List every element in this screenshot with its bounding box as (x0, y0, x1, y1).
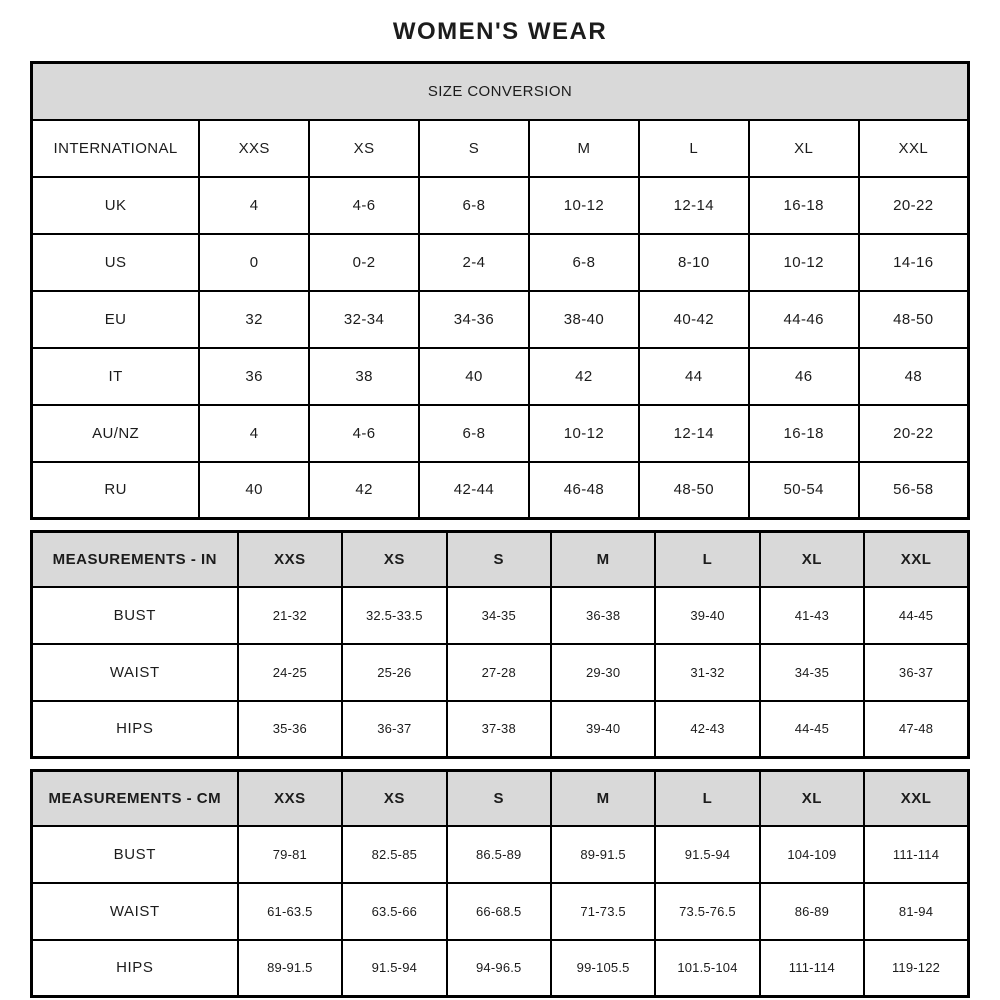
size-conversion-cell-5-4: 48-50 (639, 462, 749, 519)
size-conversion-column-header-7: XXL (859, 120, 969, 177)
size-conversion-cell-2-0: 32 (199, 291, 309, 348)
measurements-cm-cell-0-5: 104-109 (760, 826, 864, 883)
measurements-in-column-header-1: XXS (238, 532, 342, 587)
measurements-cm-cell-0-1: 82.5-85 (342, 826, 446, 883)
size-conversion-cell-4-0: 4 (199, 405, 309, 462)
measurements-in-cell-1-2: 27-28 (447, 644, 551, 701)
size-conversion-row-uk (32, 177, 969, 234)
size-conversion-cell-5-5: 50-54 (749, 462, 859, 519)
measurements-in-row-waist (32, 644, 969, 701)
size-conversion-row-label: AU/NZ (32, 405, 200, 462)
measurements-cm-cell-0-2: 86.5-89 (447, 826, 551, 883)
measurements-cm-cell-0-0: 79-81 (238, 826, 342, 883)
measurements-cm-cell-2-1: 91.5-94 (342, 940, 446, 997)
measurements-in-cell-0-5: 41-43 (760, 587, 864, 644)
measurements-cm-cell-1-3: 71-73.5 (551, 883, 655, 940)
measurements-in-cell-2-2: 37-38 (447, 701, 551, 758)
size-conversion-column-header-1: XXS (199, 120, 309, 177)
measurements-in-row-label: BUST (32, 587, 238, 644)
size-conversion-cell-0-5: 16-18 (749, 177, 859, 234)
size-conversion-header: SIZE CONVERSION (32, 63, 969, 120)
size-conversion-cell-5-0: 40 (199, 462, 309, 519)
size-conversion-cell-0-3: 10-12 (529, 177, 639, 234)
measurements-cm-cell-2-5: 111-114 (760, 940, 864, 997)
measurements-cm-column-header-7: XXL (864, 771, 968, 826)
measurements-cm-cell-1-0: 61-63.5 (238, 883, 342, 940)
measurements-in-header-row (32, 532, 969, 587)
size-conversion-column-header-0: INTERNATIONAL (32, 120, 200, 177)
measurements-cm-cell-0-3: 89-91.5 (551, 826, 655, 883)
measurements-cm-column-header-5: L (655, 771, 759, 826)
size-conversion-cell-3-4: 44 (639, 348, 749, 405)
size-conversion-column-header-5: L (639, 120, 749, 177)
size-conversion-cell-3-1: 38 (309, 348, 419, 405)
measurements-cm-cell-2-2: 94-96.5 (447, 940, 551, 997)
size-conversion-cell-1-6: 14-16 (859, 234, 969, 291)
size-conversion-cell-2-1: 32-34 (309, 291, 419, 348)
size-conversion-cell-2-6: 48-50 (859, 291, 969, 348)
measurements-in-cell-1-0: 24-25 (238, 644, 342, 701)
measurements-cm-cell-1-2: 66-68.5 (447, 883, 551, 940)
measurements-in-column-header-3: S (447, 532, 551, 587)
size-conversion-cell-1-1: 0-2 (309, 234, 419, 291)
measurements-in-cell-1-1: 25-26 (342, 644, 446, 701)
measurements-cm-column-header-2: XS (342, 771, 446, 826)
size-conversion-column-header-4: M (529, 120, 639, 177)
size-conversion-cell-0-1: 4-6 (309, 177, 419, 234)
size-conversion-cell-4-1: 4-6 (309, 405, 419, 462)
size-conversion-cell-0-4: 12-14 (639, 177, 749, 234)
measurements-in-row-bust (32, 587, 969, 644)
measurements-cm-cell-0-6: 111-114 (864, 826, 968, 883)
size-conversion-cell-3-6: 48 (859, 348, 969, 405)
size-conversion-cell-3-3: 42 (529, 348, 639, 405)
measurements-cm-row-waist (32, 883, 969, 940)
measurements-cm-column-header-1: XXS (238, 771, 342, 826)
measurements-in-column-header-5: L (655, 532, 759, 587)
size-conversion-cell-2-5: 44-46 (749, 291, 859, 348)
size-conversion-cell-3-2: 40 (419, 348, 529, 405)
measurements-in-row-label: WAIST (32, 644, 238, 701)
size-conversion-cell-1-0: 0 (199, 234, 309, 291)
measurements-in-cell-2-4: 42-43 (655, 701, 759, 758)
size-conversion-table (30, 61, 970, 520)
size-conversion-row-label: EU (32, 291, 200, 348)
measurements-in-cell-0-0: 21-32 (238, 587, 342, 644)
page-title: WOMEN'S WEAR (392, 18, 608, 45)
measurements-cm-column-header-6: XL (760, 771, 864, 826)
measurements-in-cell-1-4: 31-32 (655, 644, 759, 701)
measurements-in-cell-0-2: 34-35 (447, 587, 551, 644)
size-conversion-cell-2-2: 34-36 (419, 291, 529, 348)
size-conversion-cell-0-2: 6-8 (419, 177, 529, 234)
measurements-cm-cell-2-0: 89-91.5 (238, 940, 342, 997)
measurements-cm-row-label: BUST (32, 826, 238, 883)
size-conversion-row-label: US (32, 234, 200, 291)
measurements-in-cell-1-6: 36-37 (864, 644, 968, 701)
measurements-cm-cell-1-4: 73.5-76.5 (655, 883, 759, 940)
measurements-in-cell-1-3: 29-30 (551, 644, 655, 701)
size-conversion-cell-2-4: 40-42 (639, 291, 749, 348)
measurements-in-cell-2-3: 39-40 (551, 701, 655, 758)
measurements-in-row-label: HIPS (32, 701, 238, 758)
measurements-cm-column-header-0: MEASUREMENTS - CM (32, 771, 238, 826)
size-conversion-cell-1-3: 6-8 (529, 234, 639, 291)
size-conversion-column-header-row (32, 120, 969, 177)
size-conversion-cell-5-1: 42 (309, 462, 419, 519)
size-conversion-cell-3-5: 46 (749, 348, 859, 405)
measurements-in-column-header-0: MEASUREMENTS - IN (32, 532, 238, 587)
measurements-in-cell-0-4: 39-40 (655, 587, 759, 644)
size-conversion-cell-4-4: 12-14 (639, 405, 749, 462)
size-conversion-cell-2-3: 38-40 (529, 291, 639, 348)
measurements-in-column-header-6: XL (760, 532, 864, 587)
measurements-cm-cell-1-1: 63.5-66 (342, 883, 446, 940)
size-conversion-row-it (32, 348, 969, 405)
measurements-cm-cell-1-6: 81-94 (864, 883, 968, 940)
size-conversion-cell-0-0: 4 (199, 177, 309, 234)
size-conversion-row-au-nz (32, 405, 969, 462)
size-conversion-row-ru (32, 462, 969, 519)
measurements-cm-column-header-4: M (551, 771, 655, 826)
measurements-cm-column-header-3: S (447, 771, 551, 826)
measurements-cm-row-hips (32, 940, 969, 997)
measurements-cm-cell-2-3: 99-105.5 (551, 940, 655, 997)
measurements-in-cell-0-1: 32.5-33.5 (342, 587, 446, 644)
size-conversion-cell-1-5: 10-12 (749, 234, 859, 291)
measurements-in-table (30, 530, 970, 759)
measurements-cm-row-bust (32, 826, 969, 883)
measurements-cm-cell-2-6: 119-122 (864, 940, 968, 997)
size-conversion-cell-1-2: 2-4 (419, 234, 529, 291)
measurements-in-cell-2-5: 44-45 (760, 701, 864, 758)
size-conversion-banner-row (32, 63, 969, 120)
size-conversion-cell-3-0: 36 (199, 348, 309, 405)
measurements-cm-row-label: WAIST (32, 883, 238, 940)
size-conversion-row-label: IT (32, 348, 200, 405)
measurements-in-cell-2-0: 35-36 (238, 701, 342, 758)
size-conversion-cell-5-6: 56-58 (859, 462, 969, 519)
size-conversion-cell-0-6: 20-22 (859, 177, 969, 234)
measurements-in-cell-2-6: 47-48 (864, 701, 968, 758)
measurements-cm-table (30, 769, 970, 998)
measurements-cm-row-label: HIPS (32, 940, 238, 997)
size-conversion-cell-4-3: 10-12 (529, 405, 639, 462)
measurements-in-column-header-2: XS (342, 532, 446, 587)
measurements-in-cell-2-1: 36-37 (342, 701, 446, 758)
measurements-in-cell-0-6: 44-45 (864, 587, 968, 644)
measurements-in-column-header-7: XXL (864, 532, 968, 587)
size-conversion-cell-1-4: 8-10 (639, 234, 749, 291)
size-conversion-cell-4-5: 16-18 (749, 405, 859, 462)
measurements-in-row-hips (32, 701, 969, 758)
size-conversion-column-header-3: S (419, 120, 529, 177)
size-conversion-cell-4-6: 20-22 (859, 405, 969, 462)
measurements-cm-header-row (32, 771, 969, 826)
measurements-cm-cell-1-5: 86-89 (760, 883, 864, 940)
size-conversion-cell-5-3: 46-48 (529, 462, 639, 519)
measurements-in-cell-0-3: 36-38 (551, 587, 655, 644)
size-conversion-cell-5-2: 42-44 (419, 462, 529, 519)
size-conversion-row-label: UK (32, 177, 200, 234)
size-conversion-column-header-2: XS (309, 120, 419, 177)
size-conversion-cell-4-2: 6-8 (419, 405, 529, 462)
measurements-in-cell-1-5: 34-35 (760, 644, 864, 701)
measurements-cm-cell-0-4: 91.5-94 (655, 826, 759, 883)
measurements-in-column-header-4: M (551, 532, 655, 587)
measurements-cm-cell-2-4: 101.5-104 (655, 940, 759, 997)
size-conversion-column-header-6: XL (749, 120, 859, 177)
size-conversion-row-us (32, 234, 969, 291)
size-conversion-row-label: RU (32, 462, 200, 519)
size-conversion-row-eu (32, 291, 969, 348)
